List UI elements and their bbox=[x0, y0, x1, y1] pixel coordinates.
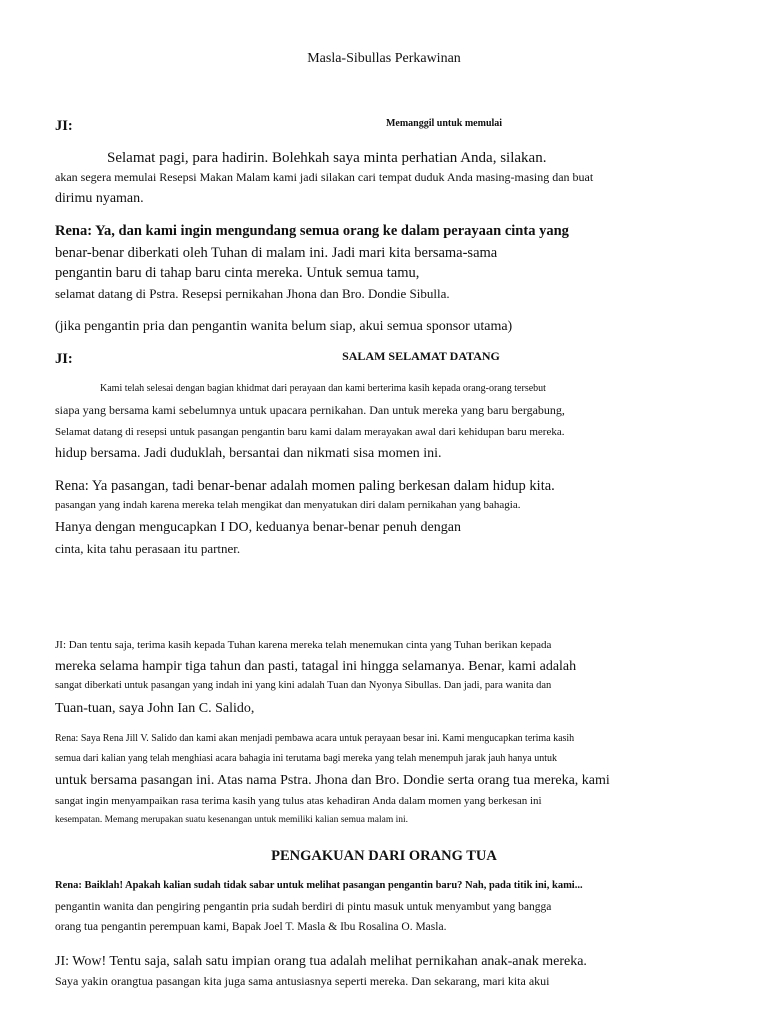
ji-paragraph-line: JI: Wow! Tentu saja, salah satu impian orang tua adalah melihat pernikahan anak-anak mereka. bbox=[55, 954, 587, 969]
paragraph-line: semua dari kalian yang telah menghiasi acara bahagia ini terutama bagi mereka yang telah menempuh jarak jauh hanya untuk bbox=[55, 753, 558, 764]
paragraph-line: orang tua pengantin perempuan kami, Bapak Joel T. Masla & Ibu Rosalina O. Masla. bbox=[55, 921, 447, 933]
section-heading-call-to-start: Memanggil untuk memulai bbox=[385, 118, 503, 129]
paragraph-line: mereka selama hampir tiga tahun dan pasti, tatagal ini hingga selamanya. Benar, kami adalah bbox=[55, 659, 577, 674]
document-title: Masla-Sibullas Perkawinan bbox=[307, 51, 461, 66]
stage-note: (jika pengantin pria dan pengantin wanita belum siap, akui semua sponsor utama) bbox=[55, 319, 513, 334]
paragraph-line: hidup bersama. Jadi duduklah, bersantai dan nikmati sisa momen ini. bbox=[55, 446, 442, 461]
speaker-label-ji: JI: bbox=[55, 351, 73, 367]
speaker-label-ji: JI: bbox=[55, 118, 73, 134]
rena-paragraph-line: Rena: Baiklah! Apakah kalian sudah tidak sabar untuk melihat pasangan pengantin baru? Nah, pada titik ini, kami... bbox=[55, 880, 583, 891]
paragraph-line: siapa yang bersama kami sebelumnya untuk upacara pernikahan. Dan untuk mereka yang baru bergabung, bbox=[55, 403, 565, 417]
paragraph-line: Selamat pagi, para hadirin. Bolehkah saya minta perhatian Anda, silakan. bbox=[107, 150, 547, 166]
paragraph-line: cinta, kita tahu perasaan itu partner. bbox=[55, 541, 241, 556]
ji-paragraph-line: JI: Dan tentu saja, terima kasih kepada Tuhan karena mereka telah menemukan cinta yang Tuhan berikan kepada bbox=[55, 639, 552, 651]
section-heading-welcome: SALAM SELAMAT DATANG bbox=[342, 349, 500, 363]
paragraph-line: akan segera memulai Resepsi Makan Malam kami jadi silakan cari tempat duduk Anda masing-masing dan buat bbox=[55, 170, 594, 184]
paragraph-line: dirimu nyaman. bbox=[55, 191, 144, 206]
paragraph-line: benar-benar diberkati oleh Tuhan di malam ini. Jadi mari kita bersama-sama bbox=[55, 245, 498, 261]
section-heading-parents: PENGAKUAN DARI ORANG TUA bbox=[271, 848, 497, 864]
paragraph-line: pasangan yang indah karena mereka telah mengikat dan menyatukan diri dalam pernikahan yang bahagia. bbox=[55, 499, 521, 511]
paragraph-line: Saya yakin orangtua pasangan kita juga sama antusiasnya seperti mereka. Dan sekarang, mari kita akui bbox=[55, 974, 550, 988]
paragraph-line: pengantin wanita dan pengiring pengantin pria sudah berdiri di pintu masuk untuk menyambut yang bangga bbox=[55, 901, 552, 913]
rena-paragraph-line: Rena: Saya Rena Jill V. Salido dan kami akan menjadi pembawa acara untuk perayaan besar ini. Kami mengucapkan terima kasih bbox=[55, 733, 575, 744]
paragraph-line: sangat ingin menyampaikan rasa terima kasih yang tulus atas kehadiran Anda dalam momen yang berkesan ini bbox=[55, 795, 542, 807]
rena-paragraph-line: Rena: Ya, dan kami ingin mengundang semua orang ke dalam perayaan cinta yang bbox=[55, 223, 569, 239]
paragraph-line: kesempatan. Memang merupakan suatu kesenangan untuk memiliki kalian semua malam ini. bbox=[55, 815, 408, 825]
paragraph-line: selamat datang di Pstra. Resepsi pernikahan Jhona dan Bro. Dondie Sibulla. bbox=[55, 286, 450, 301]
paragraph-line: untuk bersama pasangan ini. Atas nama Pstra. Jhona dan Bro. Dondie serta orang tua mereka, kami bbox=[55, 773, 610, 788]
paragraph-line: Hanya dengan mengucapkan I DO, keduanya benar-benar penuh dengan bbox=[55, 520, 461, 535]
paragraph-line: pengantin baru di tahap baru cinta mereka. Untuk semua tamu, bbox=[55, 265, 420, 281]
paragraph-line: Selamat datang di resepsi untuk pasangan pengantin baru kami dalam merayakan awal dari kehidupan baru mereka. bbox=[55, 426, 565, 438]
paragraph-line: sangat diberkati untuk pasangan yang indah ini yang kini adalah Tuan dan Nyonya Sibullas. Dan jadi, para wanita dan bbox=[55, 680, 552, 691]
paragraph-line: Kami telah selesai dengan bagian khidmat dari perayaan dan kami berterima kasih kepada orang-orang tersebut bbox=[100, 383, 546, 394]
paragraph-line: Tuan-tuan, saya John Ian C. Salido, bbox=[55, 701, 255, 716]
rena-paragraph-line: Rena: Ya pasangan, tadi benar-benar adalah momen paling berkesan dalam hidup kita. bbox=[55, 478, 555, 494]
